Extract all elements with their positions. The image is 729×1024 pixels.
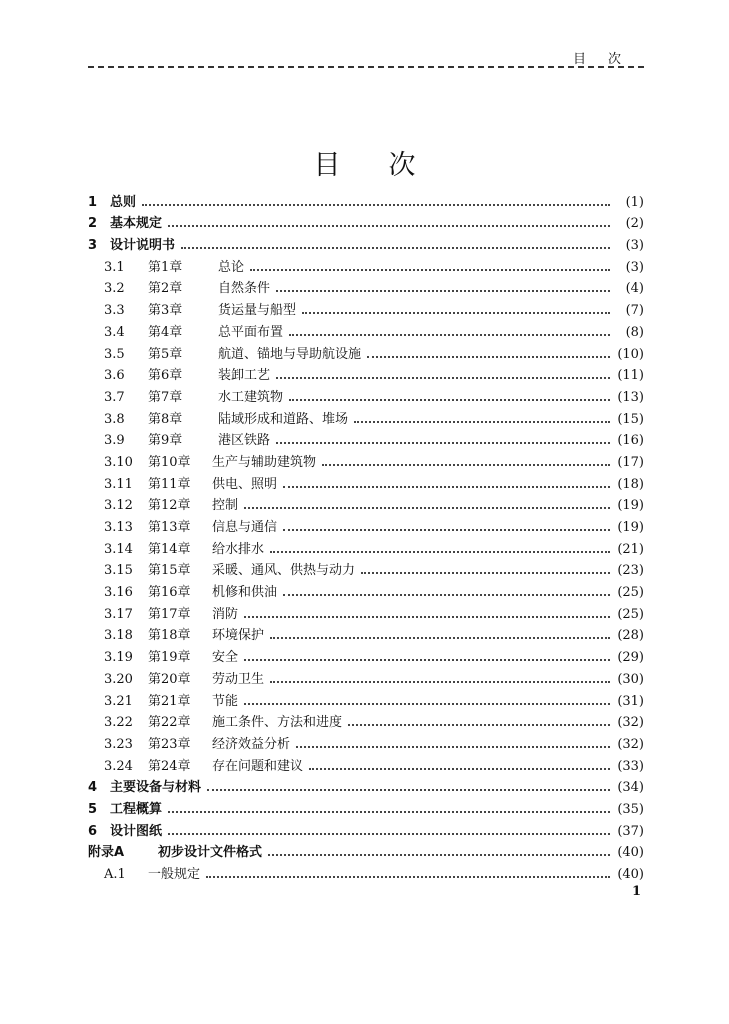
toc-entry — [88, 318, 644, 340]
toc-entry-title: 航道、锚地与导助航设施 — [218, 346, 362, 362]
toc-entry-chapter: 第8章 — [148, 411, 183, 427]
toc-entry-title: 一般规定 — [148, 867, 201, 882]
toc-entry-chapter: 第21章 — [148, 693, 191, 709]
toc-leader-dots — [289, 385, 610, 401]
toc-entry-chapter: 第18章 — [148, 628, 191, 644]
toc-leader-dots — [276, 428, 610, 444]
toc-entry-number: 3.5 — [104, 346, 125, 362]
toc-entry-number: 3.6 — [104, 368, 125, 384]
running-head — [0, 48, 729, 68]
toc-entry — [88, 817, 644, 839]
toc-entry-page: (40) — [617, 845, 644, 861]
toc-entry-chapter: 第5章 — [148, 346, 183, 362]
toc-entry-title: 总平面布置 — [218, 324, 284, 340]
toc-entry-chapter: 第14章 — [148, 541, 191, 557]
toc-entry-number: 3.2 — [104, 281, 125, 297]
toc-entry — [88, 774, 644, 796]
toc-entry-title: 陆域形成和道路、堆场 — [218, 411, 349, 427]
toc-entry-chapter: 第4章 — [148, 324, 183, 340]
toc-entry — [88, 448, 644, 470]
toc-entry-page: (23) — [617, 563, 644, 579]
toc-entry — [88, 427, 644, 449]
toc-entry — [88, 513, 644, 535]
toc-entry-page: (21) — [617, 541, 644, 557]
toc-entry-chapter: 第22章 — [148, 715, 191, 731]
toc-leader-dots — [250, 255, 610, 271]
toc-entry-title: 总论 — [218, 259, 245, 275]
toc-entry-number: 3.19 — [104, 650, 133, 666]
toc-entry — [88, 600, 644, 622]
toc-leader-dots — [244, 645, 610, 661]
toc-entry-chapter: 第17章 — [148, 606, 191, 622]
toc-entry-title: 货运量与船型 — [218, 303, 297, 319]
toc-entry-title: 自然条件 — [218, 281, 271, 297]
toc-entry — [88, 687, 644, 709]
toc-entry-title: 供电、照明 — [212, 476, 278, 492]
toc-entry — [88, 860, 644, 882]
toc-leader-dots — [168, 819, 610, 835]
toc-entry-page: (37) — [617, 823, 644, 839]
toc-entry-page: (18) — [617, 476, 644, 492]
toc-entry-number: 3.1 — [104, 259, 125, 275]
toc-entry-page: (10) — [617, 346, 644, 362]
toc-leader-dots — [302, 298, 610, 314]
toc-entry-page: (25) — [617, 585, 644, 601]
toc-leader-dots — [244, 493, 610, 509]
table-of-contents — [88, 188, 644, 882]
toc-entry — [88, 535, 644, 557]
toc-entry — [88, 492, 644, 514]
toc-entry-title: 存在问题和建议 — [212, 758, 304, 774]
toc-entry-title: 水工建筑物 — [218, 389, 284, 405]
toc-entry-chapter: 第24章 — [148, 758, 191, 774]
toc-entry-chapter: 第19章 — [148, 650, 191, 666]
toc-leader-dots — [309, 754, 610, 770]
toc-leader-dots — [296, 732, 610, 748]
toc-entry — [88, 383, 644, 405]
toc-entry-title: 经济效益分析 — [212, 736, 291, 752]
toc-entry-page: (30) — [617, 671, 644, 687]
toc-entry — [88, 665, 644, 687]
toc-entry-chapter: 第13章 — [148, 520, 191, 535]
toc-entry-number: 3.11 — [104, 476, 133, 492]
toc-entry — [88, 557, 644, 579]
toc-entry-chapter: 第6章 — [148, 368, 183, 384]
toc-entry-page: (2) — [625, 216, 644, 232]
toc-entry-number: 3.15 — [104, 563, 133, 579]
toc-entry-page: (29) — [617, 650, 644, 666]
toc-entry-page: (1) — [625, 194, 644, 210]
toc-leader-dots — [354, 407, 610, 423]
toc-entry-page: (17) — [617, 454, 644, 470]
toc-leader-dots — [181, 233, 610, 249]
toc-entry-page: (32) — [617, 736, 644, 752]
toc-entry-page: (3) — [625, 238, 644, 254]
toc-entry — [88, 210, 644, 232]
toc-entry-title: 采暖、通风、供热与动力 — [212, 563, 356, 579]
toc-entry — [88, 578, 644, 600]
toc-entry-title: 消防 — [212, 606, 239, 622]
toc-entry-chapter: 第10章 — [148, 454, 191, 470]
toc-entry-page: (19) — [617, 520, 644, 535]
toc-entry-title: 劳动卫生 — [212, 671, 265, 687]
toc-entry — [88, 231, 644, 253]
toc-entry-page: (3) — [625, 259, 644, 275]
toc-leader-dots — [244, 602, 610, 618]
toc-entry-title: 安全 — [212, 650, 239, 666]
toc-entry-chapter: 第1章 — [148, 259, 183, 275]
toc-leader-dots — [168, 797, 610, 813]
toc-entry-number: A.1 — [104, 867, 126, 882]
toc-leader-dots — [244, 689, 610, 705]
toc-entry-title: 设计说明书 — [110, 238, 176, 254]
toc-entry-page: (19) — [617, 498, 644, 514]
toc-entry-number: 3.22 — [104, 715, 133, 731]
toc-entry-page: (7) — [625, 303, 644, 319]
toc-entry — [88, 622, 644, 644]
running-head-title: 目次 — [572, 52, 643, 67]
toc-entry-page: (40) — [617, 867, 644, 882]
toc-leader-dots — [270, 537, 610, 553]
toc-entry — [88, 362, 644, 384]
toc-entry-chapter: 第15章 — [148, 563, 191, 579]
toc-entry-title: 港区铁路 — [218, 433, 271, 449]
toc-entry-number: 3.4 — [104, 324, 125, 340]
toc-leader-dots — [142, 190, 610, 206]
toc-entry-number: 3.8 — [104, 411, 125, 427]
toc-entry — [88, 709, 644, 731]
toc-leader-dots — [348, 710, 610, 726]
toc-entry-title: 信息与通信 — [212, 520, 278, 535]
toc-entry-number: 3.20 — [104, 671, 133, 687]
toc-entry-number: 2 — [88, 216, 98, 232]
toc-entry-number: 3.16 — [104, 585, 133, 601]
toc-leader-dots — [207, 775, 610, 791]
toc-leader-dots — [283, 580, 610, 596]
toc-entry-number: 6 — [88, 823, 98, 839]
toc-entry-title: 节能 — [212, 693, 239, 709]
toc-leader-dots — [206, 862, 610, 878]
toc-leader-dots — [276, 276, 610, 292]
toc-entry-title: 工程概算 — [110, 801, 163, 817]
toc-leader-dots — [268, 840, 610, 856]
toc-entry-page: (8) — [625, 324, 644, 340]
toc-entry-number: 3.12 — [104, 498, 133, 514]
toc-entry-number: 3.23 — [104, 736, 133, 752]
toc-entry-number: 3.3 — [104, 303, 125, 319]
toc-entry-number: 5 — [88, 801, 98, 817]
toc-entry — [88, 275, 644, 297]
toc-entry-number: 附录A — [88, 845, 125, 861]
toc-leader-dots — [367, 342, 610, 358]
toc-entry-number: 3.10 — [104, 454, 133, 470]
toc-entry — [88, 470, 644, 492]
toc-leader-dots — [289, 320, 610, 336]
toc-entry-page: (35) — [617, 801, 644, 817]
toc-entry-title: 总则 — [110, 194, 137, 210]
toc-entry — [88, 405, 644, 427]
toc-entry-title: 设计图纸 — [110, 823, 163, 839]
toc-entry — [88, 730, 644, 752]
toc-entry-number: 3.14 — [104, 541, 133, 557]
toc-leader-dots — [270, 667, 610, 683]
toc-entry-number: 3.9 — [104, 433, 125, 449]
toc-entry — [88, 839, 644, 861]
toc-entry-title: 机修和供油 — [212, 585, 278, 601]
toc-entry-page: (34) — [617, 780, 644, 796]
toc-entry-title: 生产与辅助建筑物 — [212, 454, 317, 470]
toc-leader-dots — [322, 450, 610, 466]
toc-entry-number: 3.13 — [104, 520, 133, 535]
toc-entry-title: 基本规定 — [110, 216, 163, 232]
toc-entry — [88, 253, 644, 275]
toc-entry-number: 3.7 — [104, 389, 125, 405]
toc-leader-dots — [276, 363, 610, 379]
toc-entry — [88, 188, 644, 210]
toc-entry-number: 3.24 — [104, 758, 133, 774]
toc-entry-chapter: 第3章 — [148, 303, 183, 319]
toc-entry-page: (16) — [617, 433, 644, 449]
toc-entry-title: 装卸工艺 — [218, 368, 271, 384]
toc-entry-title: 控制 — [212, 498, 239, 514]
toc-entry — [88, 643, 644, 665]
toc-entry-page: (25) — [617, 606, 644, 622]
toc-entry-number: 4 — [88, 780, 98, 796]
toc-entry-chapter: 第20章 — [148, 671, 191, 687]
toc-entry-number: 3.17 — [104, 606, 133, 622]
toc-entry-number: 3.18 — [104, 628, 133, 644]
toc-entry — [88, 752, 644, 774]
toc-entry-title: 环境保护 — [212, 628, 265, 644]
toc-entry-title: 给水排水 — [212, 541, 265, 557]
toc-entry-chapter: 第23章 — [148, 736, 191, 752]
toc-entry-page: (31) — [617, 693, 644, 709]
toc-entry-title: 主要设备与材料 — [110, 780, 202, 796]
toc-entry-page: (13) — [617, 389, 644, 405]
toc-entry — [88, 340, 644, 362]
toc-entry-page: (32) — [617, 715, 644, 731]
toc-entry-page: (33) — [617, 758, 644, 774]
toc-entry-chapter: 第12章 — [148, 498, 191, 514]
toc-entry-title: 初步设计文件格式 — [158, 845, 263, 861]
toc-entry — [88, 296, 644, 318]
toc-entry-chapter: 第7章 — [148, 389, 183, 405]
toc-entry-page: (4) — [625, 281, 644, 297]
toc-entry — [88, 795, 644, 817]
toc-leader-dots — [361, 558, 610, 574]
toc-leader-dots — [283, 472, 610, 488]
toc-entry-chapter: 第11章 — [148, 476, 191, 492]
toc-leader-dots — [283, 515, 610, 531]
toc-entry-chapter: 第9章 — [148, 433, 183, 449]
toc-entry-number: 3 — [88, 238, 98, 254]
toc-entry-page: (15) — [617, 411, 644, 427]
toc-entry-number: 3.21 — [104, 693, 133, 709]
toc-entry-chapter: 第2章 — [148, 281, 183, 297]
toc-entry-number: 1 — [88, 194, 98, 210]
toc-leader-dots — [270, 623, 610, 639]
page-title: 目次 — [313, 150, 464, 181]
header-rule — [88, 66, 644, 68]
page-number: 1 — [631, 884, 641, 899]
toc-entry-page: (28) — [617, 628, 644, 644]
toc-entry-page: (11) — [617, 368, 644, 384]
toc-entry-title: 施工条件、方法和进度 — [212, 715, 343, 731]
toc-leader-dots — [168, 211, 610, 227]
toc-entry-chapter: 第16章 — [148, 585, 191, 601]
